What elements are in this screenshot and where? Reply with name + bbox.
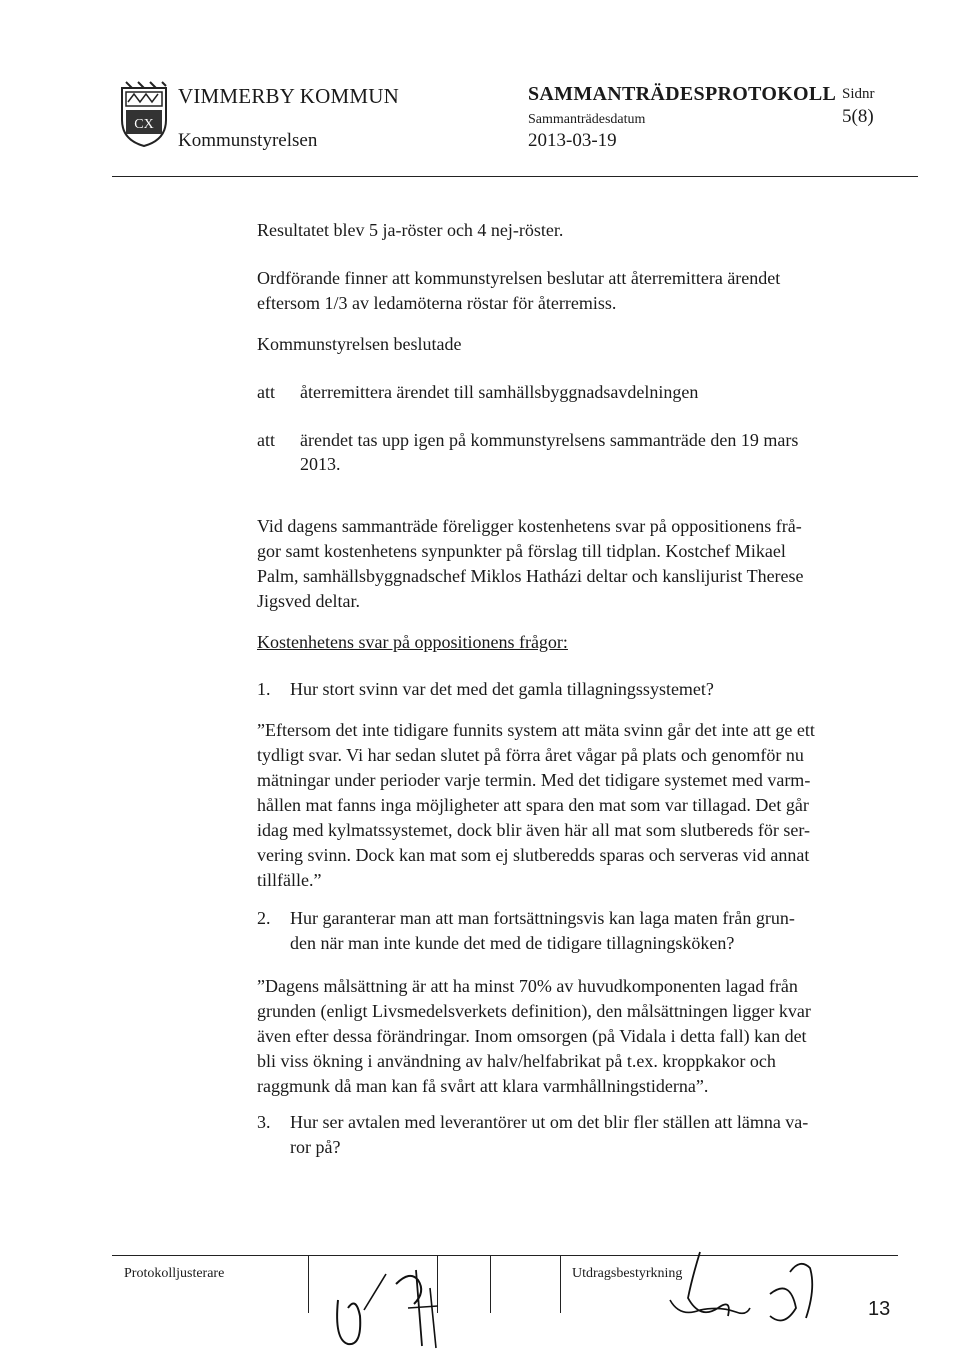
- paragraph-meeting-line: gor samt kostenhetens synpunkter på förslag till tidplan. Kostchef Mikael: [257, 541, 786, 561]
- answer-line: raggmunk då man kan få svårt att klara varmhållningstiderna”.: [257, 1076, 709, 1096]
- answer-line: vering svinn. Dock kan mat som ej slutberedds sparas och serveras vid annat: [257, 845, 810, 865]
- answer-line: ”Dagens målsättning är att ha minst 70% av huvudkomponenten lagad från: [257, 976, 798, 996]
- signature-certification-icon: [640, 1238, 840, 1338]
- answer-line: mätningar under perioder varje termin. Med det tidigare systemet med varm-: [257, 770, 811, 790]
- page-label: Sidnr: [842, 86, 875, 102]
- meeting-date: 2013-03-19: [528, 130, 617, 151]
- organization-name: VIMMERBY KOMMUN: [178, 84, 399, 108]
- page-indicator: 5(8): [842, 106, 874, 127]
- answer-line: grunden (enligt Livsmedelsverkets definition), den målsättningen ligger kvar: [257, 1001, 811, 1021]
- question-text: Hur garanterar man att man fortsättningsvis kan laga maten från grun-: [290, 908, 795, 928]
- question-text: Hur stort svinn var det med det gamla tillagningssystemet?: [290, 679, 714, 699]
- question-number: 2.: [257, 908, 271, 928]
- document-title: SAMMANTRÄDESPROTOKOLL: [528, 83, 837, 105]
- paragraph-result: Resultatet blev 5 ja-röster och 4 nej-röster.: [257, 220, 564, 240]
- signature-label-adjusters: Protokolljusterare: [124, 1266, 225, 1281]
- decision-label: att: [257, 382, 275, 402]
- department-name: Kommunstyrelsen: [178, 130, 318, 151]
- paragraph-decision-intro: Kommunstyrelsen beslutade: [257, 334, 462, 354]
- decision-label: att: [257, 430, 275, 450]
- svg-text:CX: CX: [134, 117, 154, 132]
- answer-line: hållen mat fanns inga möjligheter att spara den mat som var tillagad. Det går: [257, 795, 809, 815]
- paragraph-meeting-line: Jigsved deltar.: [257, 591, 360, 611]
- question-text: Hur ser avtalen med leverantörer ut om det blir fler ställen att lämna va-: [290, 1112, 809, 1132]
- decision-text: återremittera ärendet till samhällsbyggnadsavdelningen: [300, 382, 699, 402]
- paragraph-chair-line2: eftersom 1/3 av ledamöterna röstar för återremiss.: [257, 293, 617, 313]
- footer-divider: [560, 1255, 561, 1313]
- decision-text: ärendet tas upp igen på kommunstyrelsens sammanträde den 19 mars: [300, 430, 799, 450]
- answer-line: även efter dessa förändringar. Inom omsorgen (på Vidala i detta fall) kan det: [257, 1026, 807, 1046]
- question-number: 1.: [257, 679, 271, 699]
- answer-line: ”Eftersom det inte tidigare funnits system att mäta svinn går det inte att ge ett: [257, 720, 815, 740]
- signature-label-certification: Utdragsbestyrkning: [572, 1266, 683, 1281]
- answer-line: bli viss ökning i användning av halv/helfabrikat på t.ex. kroppkakor och: [257, 1051, 776, 1071]
- paragraph-meeting-line: Vid dagens sammanträde föreligger kostenhetens svar på oppositionens frå-: [257, 516, 802, 536]
- section-heading: Kostenhetens svar på oppositionens frågor:: [257, 632, 568, 652]
- footer-page-number: 13: [868, 1298, 891, 1320]
- header-divider: [112, 176, 918, 177]
- paragraph-meeting-line: Palm, samhällsbyggnadschef Miklos Hatházi deltar och kanslijurist Therese: [257, 566, 804, 586]
- paragraph-chair-line1: Ordförande finner att kommunstyrelsen beslutar att återremittera ärendet: [257, 268, 781, 288]
- footer-divider: [308, 1255, 309, 1313]
- answer-line: tydligt svar. Vi har sedan slutet på förra året vågar på plats och genomför nu: [257, 745, 804, 765]
- meeting-date-label: Sammanträdesdatum: [528, 112, 646, 127]
- answer-line: tillfälle.”: [257, 870, 322, 890]
- signature-initials-icon: [326, 1260, 506, 1350]
- question-text: ror på?: [290, 1137, 341, 1157]
- question-number: 3.: [257, 1112, 271, 1132]
- decision-text: 2013.: [300, 454, 341, 474]
- municipal-seal-icon: [118, 80, 170, 148]
- answer-line: idag med kylmatssystemet, dock blir även här all mat som slutbereds för ser-: [257, 820, 810, 840]
- question-text: den när man inte kunde det med de tidigare tillagningsköken?: [290, 933, 735, 953]
